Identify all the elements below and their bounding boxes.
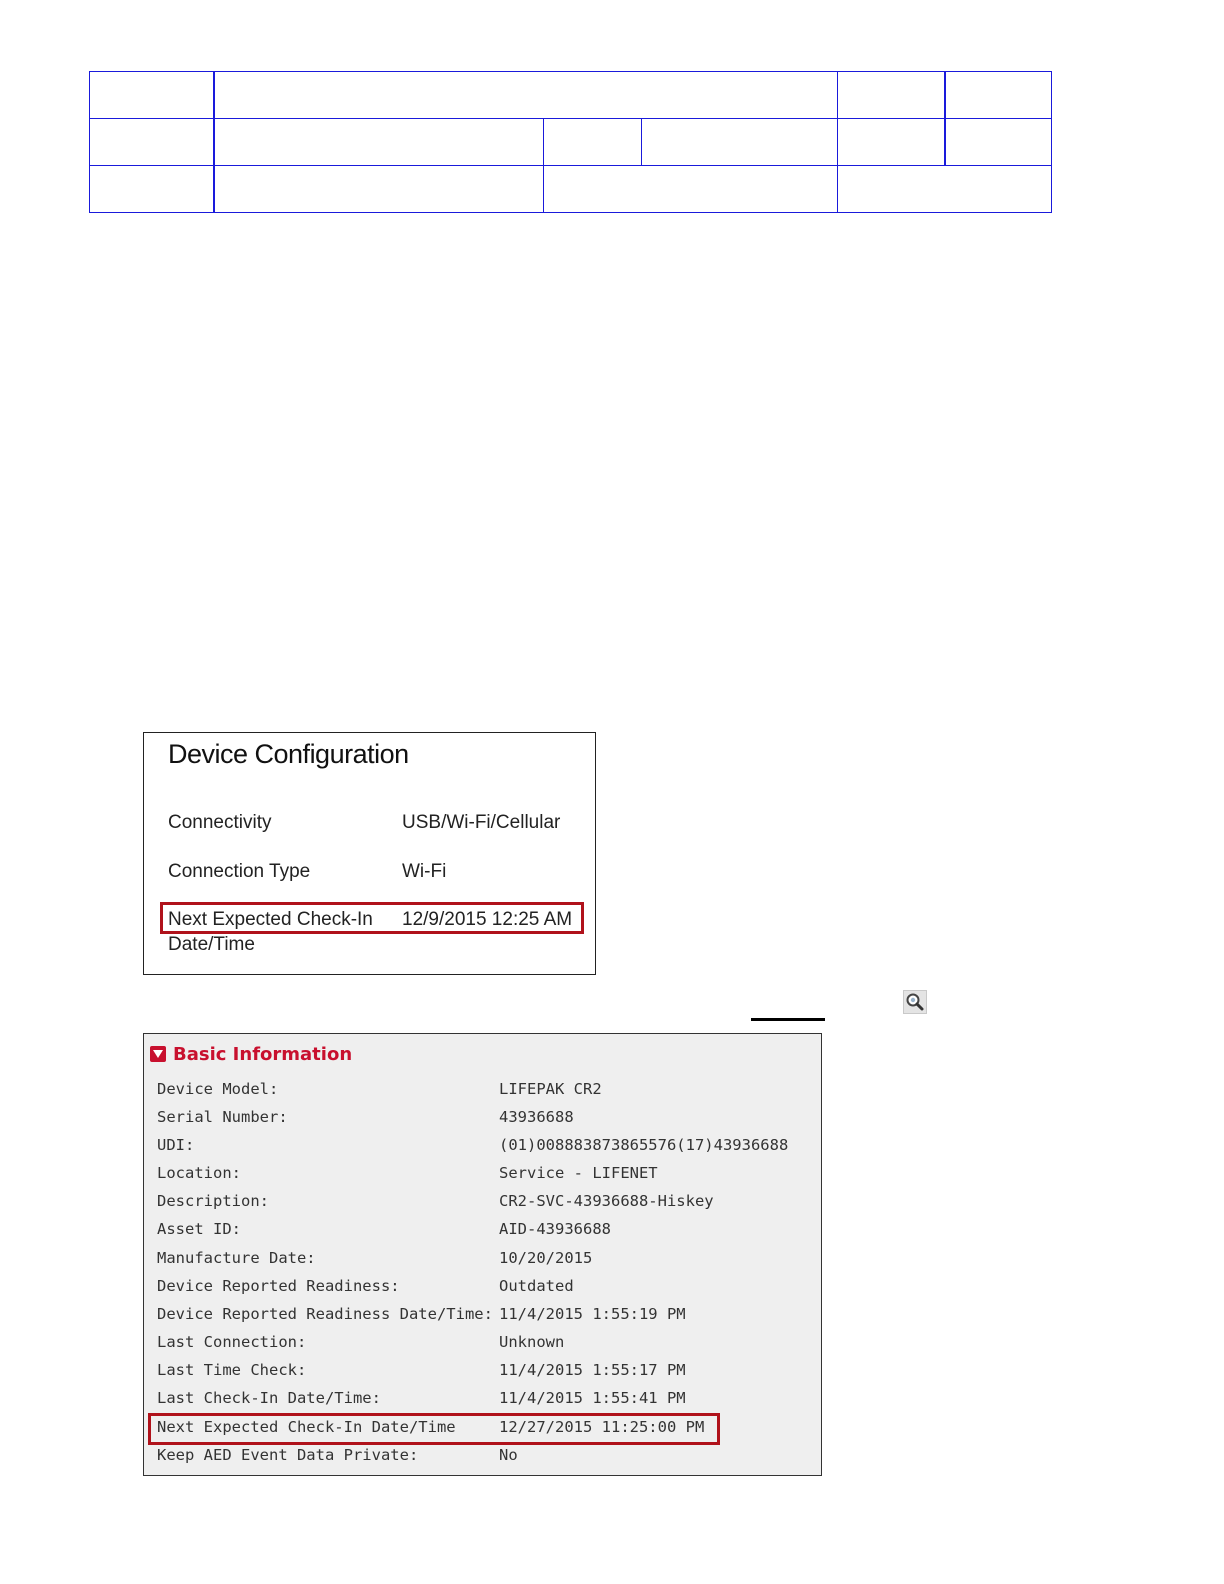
field-value: Unknown <box>499 1333 565 1351</box>
connection-type-label: Connection Type <box>168 861 311 882</box>
header-cell <box>944 118 1052 166</box>
field-value: 11/4/2015 1:55:19 PM <box>499 1305 686 1323</box>
header-cell <box>543 118 642 166</box>
field-value: (01)008883873865576(17)43936688 <box>499 1136 789 1154</box>
header-cell <box>944 71 1052 119</box>
field-label: Description: <box>157 1192 269 1210</box>
basic-information-panel <box>143 1033 822 1476</box>
header-cell <box>213 165 544 213</box>
field-label: Next Expected Check-In Date/Time <box>157 1418 456 1436</box>
field-label: Device Model: <box>157 1080 279 1098</box>
next-check-in-value: 12/9/2015 12:25 AM <box>402 909 573 930</box>
field-value: 12/27/2015 11:25:00 PM <box>499 1418 705 1436</box>
field-label: Location: <box>157 1164 241 1182</box>
field-label: Serial Number: <box>157 1108 288 1126</box>
field-label: Asset ID: <box>157 1220 241 1238</box>
header-cell <box>89 118 215 166</box>
field-value: 11/4/2015 1:55:17 PM <box>499 1361 686 1379</box>
list-item <box>157 1220 817 1244</box>
field-label: Manufacture Date: <box>157 1249 316 1267</box>
next-expected-check-in-highlight-box <box>148 1413 720 1445</box>
header-cell <box>89 165 215 213</box>
list-item <box>157 1446 817 1470</box>
field-label: Last Check-In Date/Time: <box>157 1389 381 1407</box>
header-cell <box>837 118 946 166</box>
header-cell <box>543 165 838 213</box>
magnifier-icon[interactable] <box>903 990 927 1014</box>
field-value: No <box>499 1446 518 1464</box>
header-cell <box>213 118 544 166</box>
basic-information-title: Basic Information <box>173 1043 353 1065</box>
list-item <box>157 1333 817 1357</box>
header-cell <box>89 71 215 119</box>
device-configuration-panel <box>143 732 596 975</box>
connection-type-value: Wi-Fi <box>402 861 447 882</box>
field-value: 43936688 <box>499 1108 574 1126</box>
header-cell <box>213 71 838 119</box>
connectivity-value: USB/Wi-Fi/Cellular <box>402 812 561 833</box>
list-item <box>157 1389 817 1413</box>
field-value: 11/4/2015 1:55:41 PM <box>499 1389 686 1407</box>
field-value: Outdated <box>499 1277 574 1295</box>
header-table <box>89 71 1052 213</box>
next-check-in-label-line2: Date/Time <box>168 934 255 955</box>
header-cell <box>837 71 946 119</box>
list-item <box>157 1305 817 1329</box>
field-label: Device Reported Readiness: <box>157 1277 400 1295</box>
header-cell <box>641 118 838 166</box>
list-item <box>157 1361 817 1385</box>
next-check-in-highlight-box <box>160 902 584 934</box>
device-configuration-title: Device Configuration <box>168 739 409 769</box>
field-value: CR2-SVC-43936688-Hiskey <box>499 1192 714 1210</box>
field-value: AID-43936688 <box>499 1220 611 1238</box>
field-label: Last Connection: <box>157 1333 307 1351</box>
basic-information-header[interactable] <box>150 1042 352 1066</box>
field-label: Last Time Check: <box>157 1361 307 1379</box>
field-label: Keep AED Event Data Private: <box>157 1446 419 1464</box>
field-label: Device Reported Readiness Date/Time: <box>157 1305 493 1323</box>
field-value: Service - LIFENET <box>499 1164 658 1182</box>
caret-down-icon[interactable] <box>150 1046 166 1062</box>
connectivity-label: Connectivity <box>168 812 272 833</box>
list-item <box>157 1249 817 1273</box>
field-label: UDI: <box>157 1136 195 1154</box>
field-value: LIFEPAK CR2 <box>499 1080 602 1098</box>
list-item <box>157 1277 817 1301</box>
field-value: 10/20/2015 <box>499 1249 593 1267</box>
list-item <box>157 1192 817 1216</box>
next-check-in-label: Next Expected Check-In <box>168 909 373 930</box>
list-item <box>157 1164 817 1188</box>
list-item <box>157 1136 817 1160</box>
header-cell <box>837 165 1052 213</box>
list-item <box>157 1108 817 1132</box>
underline-mark <box>751 1018 825 1021</box>
list-item <box>157 1080 817 1104</box>
